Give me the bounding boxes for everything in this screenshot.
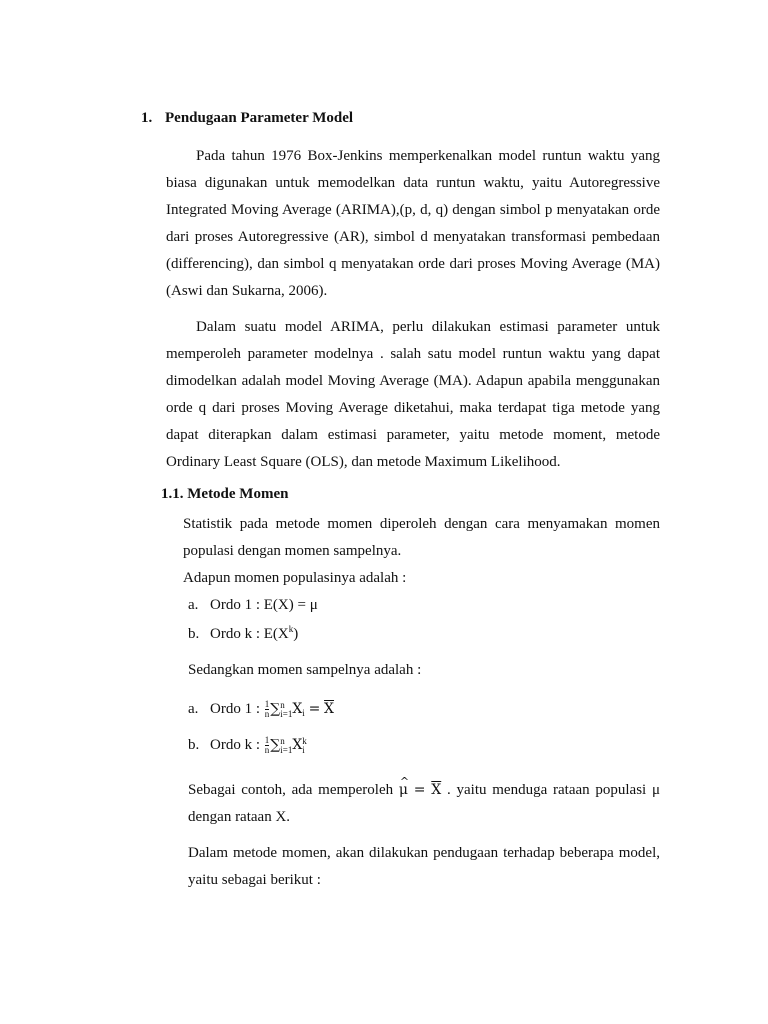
fraction-numerator: 1 (264, 735, 270, 745)
exponent-k: k (288, 624, 294, 634)
list-letter: a. (188, 700, 199, 717)
list-letter: b. (188, 626, 200, 642)
sum-upper-limit: n (280, 699, 285, 710)
population-moment-order-1 (188, 597, 318, 614)
list-letter: a. (188, 597, 199, 613)
subscript-i: i (302, 707, 305, 718)
variable-x: X (292, 700, 303, 717)
variable-x: X (292, 736, 303, 753)
subsection-heading: 1.1. Metode Momen (161, 486, 289, 502)
sum-lower-limit: i=1 (280, 708, 293, 719)
paragraph-example (188, 777, 660, 831)
superscript-k: k (302, 735, 307, 746)
population-moment-order-k (188, 624, 298, 643)
example-post-text: . yaitu menduga rataan populasi μ dengan rataan X. (188, 782, 661, 825)
population-moment-k-pre: Ordo k : E(X (210, 626, 289, 642)
fraction-denominator: n (264, 745, 270, 755)
paragraph-metode-momen: Statistik pada metode momen diperoleh dengan cara menyamakan momen populasi dengan momen sampelnya. (183, 516, 660, 559)
population-moment-1-text: Ordo 1 : E(X) = μ (210, 597, 318, 613)
subscript-i: i (302, 744, 305, 755)
fraction-one-over-n (265, 736, 270, 755)
population-moment-k-post: ) (293, 626, 299, 642)
fraction-numerator: 1 (264, 699, 270, 709)
paragraph-models-intro: Dalam metode momen, akan dilakukan pendugaan terhadap beberapa model, yaitu sebagai berikut : (188, 845, 660, 888)
fraction-one-over-n (265, 700, 270, 719)
sum-upper-limit: n (280, 735, 285, 746)
sum-limits (280, 701, 292, 719)
section-number: 1. (141, 110, 153, 126)
population-moments-intro: Adapun momen populasinya adalah : (183, 570, 407, 586)
list-letter: b. (188, 736, 200, 753)
sum-lower-limit: i=1 (280, 744, 293, 755)
paragraph-1-text: Pada tahun 1976 Box-Jenkins memperkenalkan model runtun waktu yang biasa digunakan untuk memodelkan data runtun waktu, yaitu Autoregressive Integrated Moving Average (ARIMA),(p, d, q) dengan simbol p menyatakan orde dari proses Autoregressive (AR), simbol d menyatakan transformasi pembedaan (differencing), dan simbol q menyatakan orde dari proses Moving Average (MA) (Aswi dan Sukarna, 2006). (166, 148, 660, 299)
equals-sign: = (413, 782, 426, 798)
sample-moment-1-label: Ordo 1 : (210, 700, 260, 717)
sample-moment-order-1 (188, 700, 334, 719)
sum-limits (280, 737, 292, 755)
mu-hat: ^ μ (399, 777, 408, 804)
x-bar: $\overline{X}$ (431, 782, 442, 798)
paragraph-arima-estimation (166, 314, 660, 476)
example-pre-text: Sebagai contoh, ada memperoleh (188, 782, 394, 798)
sample-moments-intro: Sedangkan momen sampelnya adalah : (188, 662, 422, 678)
equals-sign: = (308, 700, 321, 717)
x-bar: $\overline{X}$ (324, 700, 335, 717)
sample-moment-order-k (188, 736, 307, 755)
fraction-denominator: n (264, 709, 270, 719)
paragraph-2-text: Dalam suatu model ARIMA, perlu dilakukan estimasi parameter untuk memperoleh parameter modelnya . salah satu model runtun waktu yang dapat dimodelkan adalah model Moving Average (MA). Adapun apabila menggunakan orde q dari proses Moving Average diketahui, maka terdapat tiga metode yang dapat diterapkan dalam estimasi parameter, yaitu metode moment, metode Ordinary Least Square (OLS), dan metode Maximum Likelihood. (166, 319, 660, 470)
section-title: Pendugaan Parameter Model (165, 110, 354, 126)
sample-moment-k-label: Ordo k : (210, 736, 260, 753)
sum-symbol: ∑ (270, 700, 281, 717)
paragraph-box-jenkins (166, 143, 660, 305)
x-sub-sup (302, 737, 307, 755)
sum-symbol: ∑ (270, 736, 281, 753)
section-heading (141, 110, 353, 127)
